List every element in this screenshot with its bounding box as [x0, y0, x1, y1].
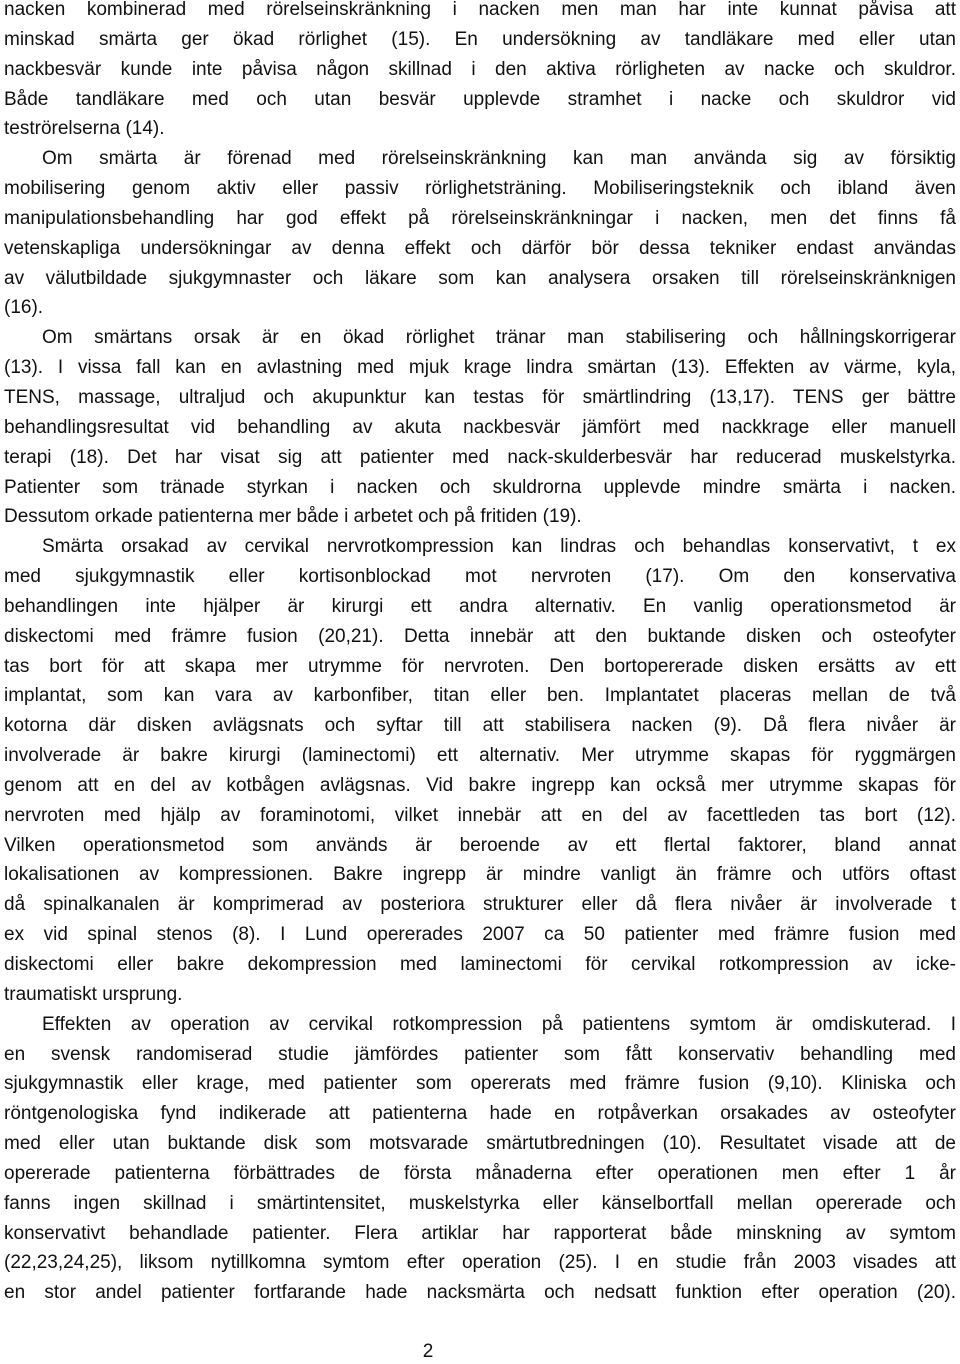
text-line: (13). I vissa fall kan en avlastning med mjuk krage lindra smärtan (13). Effekten av värme, kyla, — [4, 357, 956, 379]
text-line: då spinalkanalen är komprimerad av posteriora strukturer eller då flera nivåer är involverade t — [4, 894, 956, 916]
paragraph-mobilisation — [4, 144, 956, 323]
text-line: traumatiskt ursprung. — [4, 983, 183, 1005]
text-line: diskectomi eller bakre dekompression med laminectomi för cervikal rotkompression av icke- — [4, 954, 956, 975]
text-line: mobilisering genom aktiv eller passiv rörlighetsträning. Mobiliseringsteknik och ibland även — [4, 178, 956, 200]
text-line: med eller utan buktande disk som motsvarade smärtutbredningen (10). Resultatet visade att de — [4, 1133, 956, 1155]
paragraph-surgery-effect — [4, 1010, 956, 1308]
page-number: 2 — [422, 1341, 434, 1362]
text-line: en stor andel patienter fortfarande hade nacksmärta och nedsatt funktion efter operation (20). — [4, 1282, 956, 1304]
text-line: implantat, som kan vara av karbonfiber, titan eller ben. Implantatet placeras mellan de två — [4, 685, 956, 707]
text-line: minskad smärta ger ökad rörlighet (15). En undersökning av tandläkare med eller utan — [4, 28, 956, 50]
text-line: Om smärta är förenad med rörelseinskränkning kan man använda sig av försiktig — [42, 148, 956, 170]
text-line: ex vid spinal stenos (8). I Lund opererades 2007 ca 50 patienter med främre fusion med — [4, 924, 956, 946]
text-line: Patienter som tränade styrkan i nacken och skuldrorna upplevde mindre smärta i nacken. — [4, 476, 956, 498]
text-line: konservativt behandlade patienter. Flera artiklar har rapporterat både minskning av symtom — [4, 1222, 956, 1244]
text-line: med sjukgymnastik eller kortisonblockad mot nervroten (17). Om den konservativa — [4, 566, 956, 588]
text-line: kotorna där disken avlägsnats och syftar till att stabilisera nacken (9). Då flera nivåer är — [4, 715, 956, 737]
text-line: nervroten med hjälp av foraminotomi, vilket innebär att en del av facettleden tas bort (12). — [4, 804, 956, 826]
text-line: opererade patienterna förbättrades de första månaderna efter operationen men efter 1 år — [4, 1162, 956, 1184]
text-line: Om smärtans orsak är en ökad rörlighet tränar man stabilisering och hållningskorrigerar — [42, 327, 956, 349]
text-line: sjukgymnastik eller krage, med patienter som opererats med främre fusion (9,10). Kliniska och — [4, 1073, 956, 1095]
text-line: nacken kombinerad med rörelseinskränkning i nacken men man har inte kunnat påvisa att — [4, 0, 956, 20]
paragraph-nerve-compression — [4, 532, 956, 1010]
text-line: nackbesvär kunde inte påvisa någon skillnad i den aktiva rörligheten av nacke och skuldror. — [4, 58, 956, 80]
text-line: fanns ingen skillnad i smärtintensitet, muskelstyrka eller känselbortfall mellan opererade och — [4, 1192, 956, 1214]
paragraph-stabilisation — [4, 323, 956, 532]
text-line: tas bort för att skapa mer utrymme för nervroten. Den bortopererade disken ersätts av ett — [4, 655, 956, 677]
document-body — [4, 0, 956, 1308]
text-line: vetenskapliga undersökningar av denna effekt och därför bör dessa tekniker endast användas — [4, 237, 956, 259]
text-line: en svensk randomiserad studie jämfördes patienter som fått konservativ behandling med — [4, 1043, 956, 1065]
text-line: (16). — [4, 297, 44, 319]
text-line: manipulationsbehandling har god effekt på rörelseinskränkningar i nacken, men det finns få — [4, 207, 956, 229]
paragraph-neck-mobility — [4, 0, 956, 144]
text-line: terapi (18). Det har visat sig att patienter med nack-skulderbesvär har reducerad muskelstyrka. — [4, 446, 956, 468]
text-line: diskectomi med främre fusion (20,21). Detta innebär att den buktande disken och osteofyter — [4, 625, 956, 647]
text-line: Smärta orsakad av cervikal nervrotkompression kan lindras och behandlas konservativt, t ex — [42, 536, 956, 558]
text-line: Vilken operationsmetod som används är beroende av ett flertal faktorer, bland annat — [4, 834, 956, 856]
text-line: genom att en del av kotbågen avlägsnas. Vid bakre ingrepp kan också mer utrymme skapas för — [4, 774, 956, 796]
text-line: Dessutom orkade patienterna mer både i arbetet och på fritiden (19). — [4, 506, 582, 528]
text-line: TENS, massage, ultraljud och akupunktur kan testas för smärtlindring (13,17). TENS ger bättre — [4, 386, 956, 408]
text-line: Både tandläkare med och utan besvär upplevde stramhet i nacke och skuldror vid — [4, 88, 956, 110]
text-line: behandlingsresultat vid behandling av akuta nackbesvär jämfört med nackkrage eller manuell — [4, 416, 956, 438]
text-line: (22,23,24,25), liksom nytillkomna symtom efter operation (25). I en studie från 2003 visades att — [4, 1252, 956, 1274]
text-line: teströrelserna (14). — [4, 118, 165, 140]
text-line: lokalisationen av kompressionen. Bakre ingrepp är mindre vanligt än främre och utförs oftast — [4, 864, 956, 886]
text-line: involverade är bakre kirurgi (laminectomi) ett alternativ. Mer utrymme skapas för ryggmärgen — [4, 745, 956, 767]
text-line: behandlingen inte hjälper är kirurgi ett andra alternativ. En vanlig operationsmetod är — [4, 595, 956, 617]
text-line: röntgenologiska fynd indikerade att patienterna hade en rotpåverkan orsakades av osteofyter — [4, 1103, 956, 1125]
text-line: av välutbildade sjukgymnaster och läkare som kan analysera orsaken till rörelseinskränknigen — [4, 267, 956, 289]
text-line: Effekten av operation av cervikal rotkompression på patientens symtom är omdiskuterad. I — [42, 1013, 956, 1035]
